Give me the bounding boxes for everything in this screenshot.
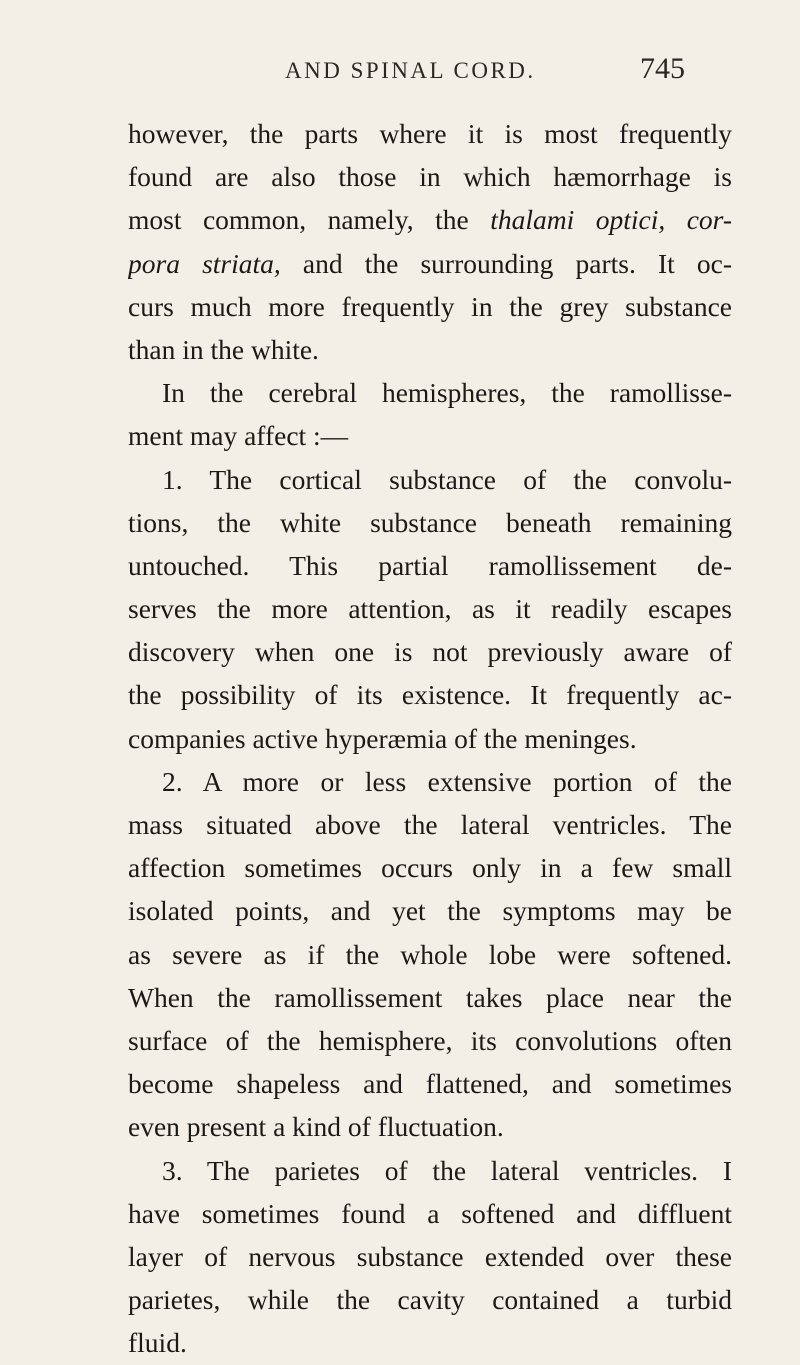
- text-line: 1. The cortical substance of the convolu-: [162, 463, 732, 495]
- text-span: and the surrounding parts. It oc-: [280, 247, 732, 279]
- page-header: [0, 52, 800, 92]
- running-head: AND SPINAL CORD.: [285, 58, 536, 83]
- paragraph-5: [128, 1149, 732, 1365]
- text-line: parietes, while the cavity contained a turbid: [128, 1284, 732, 1316]
- text-line: have sometimes found a softened and diffluent: [128, 1197, 732, 1229]
- text-line: as severe as if the whole lobe were softened.: [128, 938, 732, 970]
- text-line: [128, 198, 732, 241]
- paragraph-3: [128, 458, 732, 760]
- page-number: 745: [640, 52, 685, 85]
- text-line: [128, 242, 732, 285]
- text-line: than in the white.: [128, 333, 319, 365]
- italic-term: thalami optici, cor-: [490, 204, 732, 236]
- body-text: [128, 112, 732, 1364]
- text-line: 2. A more or less extensive portion of the: [162, 765, 732, 797]
- text-line: affection sometimes occurs only in a few small: [128, 852, 732, 884]
- text-line: ment may affect :—: [128, 420, 349, 452]
- text-line: surface of the hemisphere, its convolutions often: [128, 1024, 732, 1056]
- text-line: curs much more frequently in the grey substance: [128, 290, 732, 322]
- text-line: found are also those in which hæmorrhage is: [128, 161, 732, 193]
- text-line: discovery when one is not previously aware of: [128, 636, 732, 668]
- text-line: the possibility of its existence. It frequently ac-: [128, 679, 732, 711]
- text-line: serves the more attention, as it readily escapes: [128, 593, 732, 625]
- text-line: however, the parts where it is most frequently: [128, 118, 732, 149]
- paragraph-4: [128, 760, 732, 1149]
- text-span: most common, namely, the: [128, 204, 491, 236]
- text-line: 3. The parietes of the lateral ventricles. I: [162, 1154, 732, 1186]
- text-line: become shapeless and flattened, and sometimes: [128, 1068, 732, 1100]
- paragraph-2: [128, 371, 732, 457]
- paragraph-1: [128, 112, 732, 371]
- text-line: In the cerebral hemispheres, the ramollisse-: [162, 377, 732, 409]
- text-line: even present a kind of fluctuation.: [128, 1111, 504, 1143]
- italic-term: pora striata,: [128, 247, 281, 279]
- text-line: untouched. This partial ramollissement de-: [128, 549, 732, 581]
- text-line: isolated points, and yet the symptoms may be: [128, 895, 732, 927]
- text-line: layer of nervous substance extended over these: [128, 1240, 732, 1272]
- text-line: mass situated above the lateral ventricles. The: [128, 809, 732, 840]
- text-line: fluid.: [128, 1327, 187, 1359]
- text-line: tions, the white substance beneath remaining: [128, 506, 732, 538]
- text-line: When the ramollissement takes place near the: [128, 981, 732, 1013]
- text-line: companies active hyperæmia of the meninges.: [128, 722, 637, 754]
